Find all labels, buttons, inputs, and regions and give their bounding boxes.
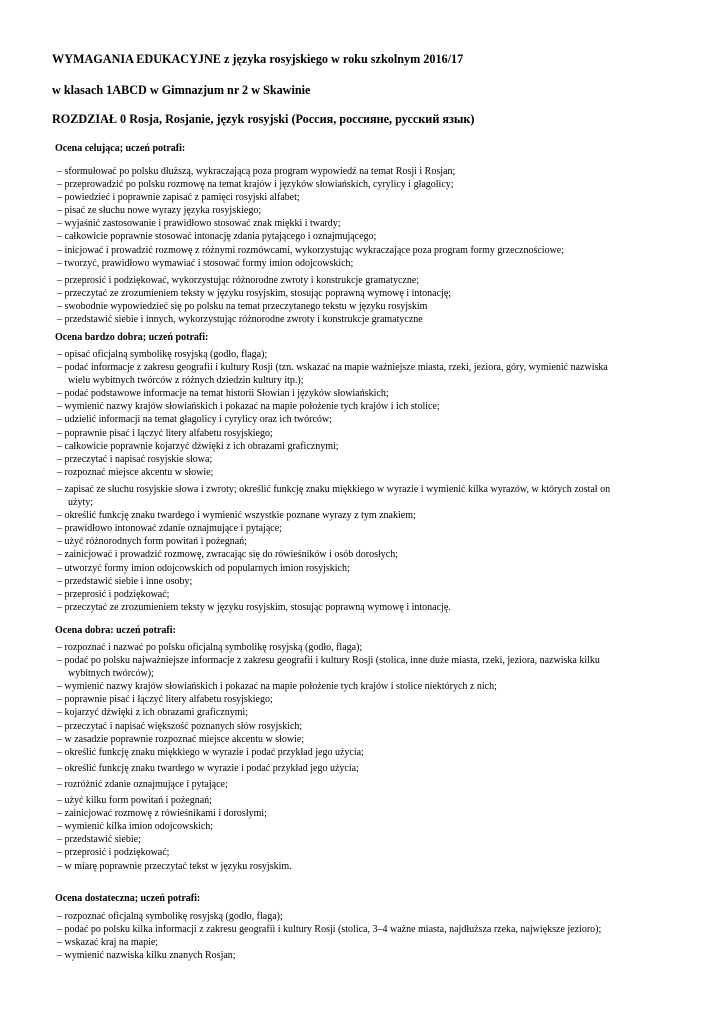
- list-item: – wyjaśnić zastosowanie i prawidłowo stosować znak miękki i twardy;: [57, 218, 341, 230]
- list-item: – określić funkcję znaku miękkiego w wyrazie i podać przykład jego użycia;: [57, 746, 364, 758]
- list-item: – podać po polsku kilka informacji z zakresu geografii i kultury Rosji (stolica, 3–4 ważne miasta, najdłuższa rzeka, największe jezioro);: [57, 924, 602, 936]
- requirements-list: [57, 910, 667, 962]
- list-item: – pisać ze słuchu nowe wyrazy języka rosyjskiego;: [57, 205, 262, 217]
- list-item: – w miarę poprawnie przeczytać tekst w języku rosyjskim.: [57, 860, 292, 872]
- list-item: – przedstawić siebie;: [57, 834, 141, 846]
- section-heading: Ocena bardzo dobra; uczeń potrafi:: [55, 332, 209, 343]
- list-item: – zainicjować i prowadzić rozmowę, zwracając się do rówieśników i osób dorosłych;: [57, 549, 398, 561]
- list-item: – opisać oficjalną symbolikę rosyjską (godło, flaga);: [57, 349, 268, 360]
- list-item: [57, 667, 667, 680]
- list-item-continuation: wielu wybitnych twórców z różnych dziedzin kultury itp.);: [68, 375, 304, 387]
- list-item: – określić funkcję znaku twardego i wymienić wszystkie poznane wyrazy z tym znakiem;: [57, 510, 416, 522]
- list-item: – wymienić kilka imion odojcowskich;: [57, 821, 214, 833]
- document-title: WYMAGANIA EDUKACYJNE z języka rosyjskiego w roku szkolnym 2016/17: [52, 52, 464, 66]
- list-item: – prawidłowo intonować zdanie oznajmujące i pytające;: [57, 523, 282, 535]
- list-item: – zapisać ze słuchu rosyjskie słowa i zwroty; określić funkcję znaku miękkiego w wyrazie i wymienić kilka wyrazów, w których został on: [57, 483, 611, 495]
- list-item: – wymienić nazwy krajów słowiańskich i pokazać na mapie położenie tych krajów i stolice niektórych z nich;: [57, 681, 497, 693]
- list-item: – podać informacje z zakresu geografii i kultury Rosji (tzn. wskazać na mapie ważniejsze miasta, rzeki, jeziora, góry, wymienić nazwiska: [57, 362, 608, 374]
- list-item: – kojarzyć dźwięki z ich obrazami graficznymi;: [57, 707, 249, 719]
- list-item: – wymienić nazwiska kilku znanych Rosjan;: [57, 950, 236, 962]
- list-item: [57, 374, 667, 387]
- requirements-list: [57, 641, 667, 873]
- list-item: – podać po polsku najważniejsze informacje z zakresu geografii i kultury Rosji (stolica, inne duże miasta, rzeki, jeziora, nazwiska kilku: [57, 655, 600, 667]
- list-item: – całkowicie poprawnie stosować intonację zdania pytającego i oznajmującego;: [57, 231, 377, 243]
- list-item: – przeprosić i podziękować, wykorzystując różnorodne zwroty i konstrukcje gramatyczne;: [57, 274, 420, 286]
- list-item: [57, 496, 667, 509]
- list-item-continuation: wybitnych twórców);: [68, 668, 154, 680]
- list-item: – przedstawić siebie i inne osoby;: [57, 575, 193, 587]
- document-subtitle: w klasach 1ABCD w Gimnazjum nr 2 w Skawinie: [52, 83, 311, 97]
- list-item: – powiedzieć i poprawnie zapisać z pamięci rosyjski alfabet;: [57, 192, 300, 204]
- list-item: – rozpoznać i nazwać po polsku oficjalną symbolikę rosyjską (godło, flaga);: [57, 642, 363, 653]
- list-item: – w zasadzie poprawnie rozpoznać miejsce akcentu w słowie;: [57, 733, 305, 745]
- requirements-list: [57, 165, 667, 326]
- list-item: – całkowicie poprawnie kojarzyć dźwięki z ich obrazami graficznymi;: [57, 440, 339, 452]
- list-item: – przeczytać ze zrozumieniem teksty w języku rosyjskim, stosując poprawną wymowę i intonację.: [57, 601, 451, 613]
- list-item: – określić funkcję znaku twardego w wyrazie i podać przykład jego użycia;: [57, 762, 359, 774]
- list-item: – poprawnie pisać i łączyć litery alfabetu rosyjskiego;: [57, 427, 273, 439]
- list-item: – przeprosić i podziękować;: [57, 588, 170, 600]
- list-item: – przeprosić i podziękować;: [57, 847, 170, 859]
- list-item: – swobodnie wypowiedzieć się po polsku na temat przeczytanego tekstu w języku rosyjskim: [57, 300, 428, 312]
- requirements-list: [57, 348, 667, 614]
- list-item: – rozróżnić zdanie oznajmujące i pytające;: [57, 778, 228, 790]
- list-item: – przeczytać i napisać rosyjskie słowa;: [57, 453, 213, 465]
- list-item: – inicjować i prowadzić rozmowę z różnymi rozmówcami, wykorzystując wykraczające poza program formy grzecznościowe;: [57, 244, 565, 256]
- list-item: – wymienić nazwy krajów słowiańskich i pokazać na mapie położenie tych krajów i ich stolice;: [57, 401, 440, 413]
- chapter-title: ROZDZIAŁ 0 Rosja, Rosjanie, język rosyjski (Россия, россияне, русский язык): [52, 112, 475, 126]
- list-item: – rozpoznać oficjalną symbolikę rosyjską (godło, flaga);: [57, 911, 283, 922]
- list-item: – rozpoznać miejsce akcentu w słowie;: [57, 466, 214, 478]
- section-heading: Ocena celująca; uczeń potrafi:: [55, 143, 186, 154]
- list-item: – przeczytać ze zrozumieniem teksty w języku rosyjskim, stosując poprawną wymowę i intonację;: [57, 287, 452, 299]
- list-item: – udzielić informacji na temat głagolicy i cyrylicy oraz ich twórców;: [57, 414, 332, 426]
- list-item: – wskazać kraj na mapie;: [57, 937, 159, 949]
- list-item: – przeczytać i napisać większość poznanych słów rosyjskich;: [57, 720, 303, 732]
- list-item: – użyć różnorodnych form powitań i pożegnań;: [57, 536, 247, 548]
- section-heading: Ocena dobra: uczeń potrafi:: [55, 625, 176, 636]
- list-item: – poprawnie pisać i łączyć litery alfabetu rosyjskiego;: [57, 694, 273, 706]
- list-item: – tworzyć, prawidłowo wymawiać i stosować formy imion odojcowskich;: [57, 257, 354, 269]
- section-heading: Ocena dostateczna; uczeń potrafi:: [55, 893, 201, 904]
- list-item: – przedstawić siebie i innych, wykorzystując różnorodne zwroty i konstrukcje gramatyczne: [57, 314, 423, 326]
- list-item: – zainicjować rozmowę z rówieśnikami i dorosłymi;: [57, 808, 267, 820]
- list-item-continuation: użyty;: [68, 497, 93, 509]
- list-item: – przeprowadzić po polsku rozmowę na temat krajów i języków słowiańskich, cyrylicy i głagolicy;: [57, 179, 454, 191]
- list-item: – użyć kilku form powitań i pożegnań;: [57, 795, 212, 807]
- list-item: – sformułować po polsku dłuższą, wykraczającą poza program wypowiedź na temat Rosji i Rosjan;: [57, 166, 456, 177]
- list-item: – utworzyć formy imion odojcowskich od popularnych imion rosyjskich;: [57, 562, 350, 574]
- list-item: – podać podstawowe informacje na temat historii Słowian i języków słowiańskich;: [57, 388, 389, 400]
